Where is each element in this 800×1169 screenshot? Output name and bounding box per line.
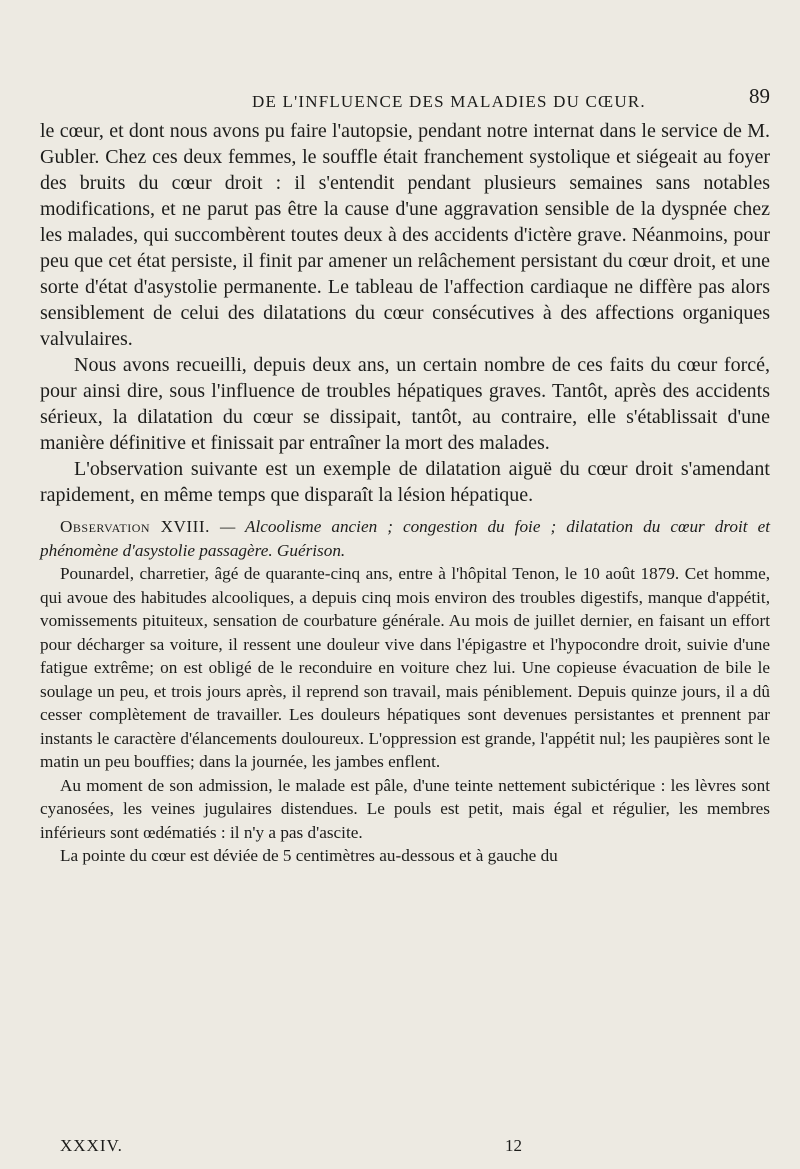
paragraph-continuation: le cœur, et dont nous avons pu faire l'autopsie, pendant notre internat dans le service de M. Gubler. Chez ces deux femmes, le souffle était franchement systolique et siégeait au foyer des bruits du cœur droit : il s'entendit pendant plusieurs semaines sans notables modifications, et ne parut pas être la cause d'une aggravation sensible de la dyspnée chez les malades, qui succombèrent toutes deux à des accidents d'ictère grave. Néanmoins, pour peu que cet état persiste, il finit par amener un relâchement persistant du cœur droit, et une sorte d'état d'asystolie permanente. Le tableau de l'affection cardiaque ne diffère pas alors sensiblement de celui des dilatations du cœur consécutives à des affections organiques valvulaires. — [40, 120, 770, 350]
text-block — [40, 118, 770, 868]
observation-section — [40, 515, 770, 868]
paragraph: Nous avons recueilli, depuis deux ans, un certain nombre de ces faits du cœur forcé, pour ainsi dire, sous l'influence de troubles hépatiques graves. Tantôt, après des accidents sérieux, la dilatation du cœur se dissipait, tantôt, au contraire, elle s'établissait d'une manière définitive et finissait par entraîner la mort des malades. — [40, 354, 770, 454]
page-number: 89 — [749, 84, 770, 108]
running-head — [40, 84, 770, 114]
paragraph: L'observation suivante est un exemple de dilatation aiguë du cœur droit s'amendant rapidement, en même temps que disparaît la lésion hépatique. — [40, 458, 770, 506]
page-footer — [60, 1136, 630, 1160]
sheet-number: 12 — [505, 1136, 522, 1155]
observation-heading — [40, 515, 770, 562]
observation-paragraph: La pointe du cœur est déviée de 5 centimètres au-dessous et à gauche du — [60, 846, 558, 865]
observation-title: — Alcoolisme ancien ; congestion du foie ; dilatation du cœur droit et phénomène d'asystolie passagère. Guérison. — [40, 517, 770, 560]
main-text — [40, 118, 770, 508]
observation-paragraph: Pounardel, charretier, âgé de quarante-cinq ans, entre à l'hôpital Tenon, le 10 août 1879. Cet homme, qui avoue des habitudes alcooliques, a depuis cinq mois environ des troubles digestifs, manque d'appétit, vomissements pituiteux, sensation de courbature générale. Au mois de juillet dernier, en faisant un effort pour décharger sa voiture, il ressent une douleur vive dans l'épigastre et l'hypocondre droit, suivie d'une fatigue extrême; on est obligé de le reconduire en voiture chez lui. Une copieuse évacuation de bile le soulage un peu, et trois jours après, il reprend son travail, mais péniblement. Depuis quinze jours, il a dû cesser complètement de travailler. Les douleurs hépatiques sont devenues persistantes et prennent par instants le caractère d'élancements douloureux. L'oppression est grande, l'appétit nul; les paupières sont le matin un peu bouffies; dans la journée, les jambes enflent. — [40, 564, 770, 771]
observation-label: Observation XVIII. — [60, 517, 210, 536]
signature-mark: XXXIV. — [60, 1136, 123, 1155]
observation-paragraph: Au moment de son admission, le malade est pâle, d'une teinte nettement subictérique : les lèvres sont cyanosées, les veines jugulaires distendues. Le pouls est petit, mais égal et régulier, les membres inférieurs sont œdématiés : il n'y a pas d'ascite. — [40, 775, 770, 842]
running-title: DE L'INFLUENCE DES MALADIES DU CŒUR. — [252, 92, 646, 111]
